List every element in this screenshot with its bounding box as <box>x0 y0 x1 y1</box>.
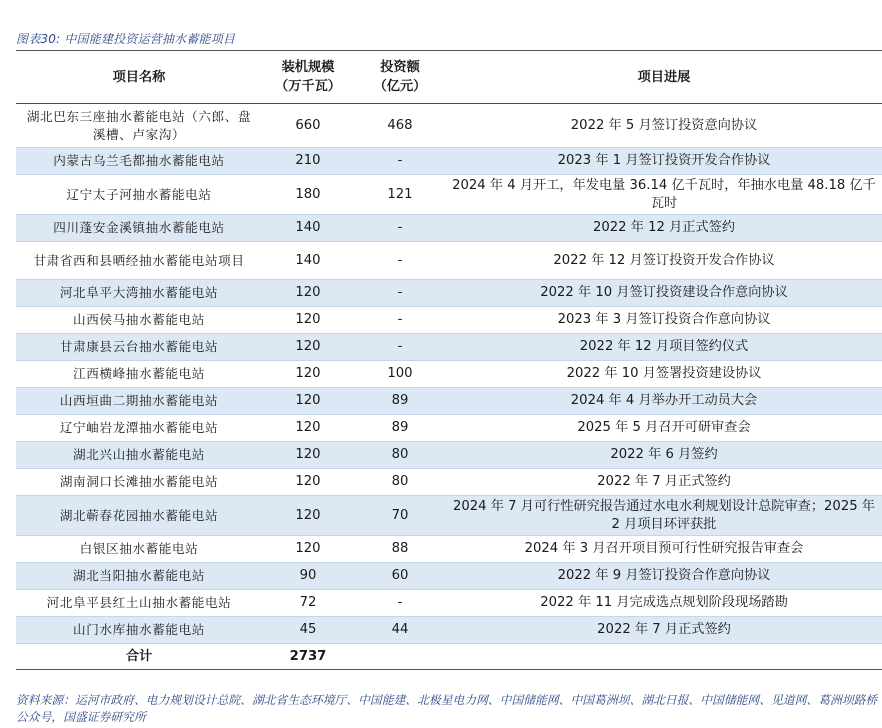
cell-name: 白银区抽水蓄能电站 <box>16 536 262 563</box>
header-investment-unit: （亿元） <box>373 79 427 94</box>
cell-investment: 44 <box>354 617 446 644</box>
cell-progress: 2022 年 12 月签订投资开发合作协议 <box>446 242 882 280</box>
table-row <box>16 334 882 361</box>
cell-investment: 60 <box>354 563 446 590</box>
cell-investment: 80 <box>354 442 446 469</box>
header-investment-line1: 投资额 <box>380 60 420 75</box>
cell-capacity: 120 <box>262 442 354 469</box>
cell-capacity: 120 <box>262 469 354 496</box>
cell-investment: - <box>354 215 446 242</box>
cell-investment: 88 <box>354 536 446 563</box>
cell-investment: 100 <box>354 361 446 388</box>
table-row <box>16 148 882 175</box>
table-row <box>16 590 882 617</box>
table-header-row <box>16 51 882 104</box>
header-project-name: 项目名称 <box>16 51 262 104</box>
cell-investment: 89 <box>354 415 446 442</box>
cell-investment: 89 <box>354 388 446 415</box>
cell-progress: 2024 年 4 月开工，年发电量 36.14 亿千瓦时，年抽水电量 48.18 亿千瓦时 <box>446 175 882 215</box>
cell-name: 甘肃省西和县晒经抽水蓄能电站项目 <box>16 242 262 280</box>
cell-progress: 2023 年 1 月签订投资开发合作协议 <box>446 148 882 175</box>
table-row <box>16 307 882 334</box>
cell-name: 湖北当阳抽水蓄能电站 <box>16 563 262 590</box>
cell-progress: 2022 年 10 月签订投资建设合作意向协议 <box>446 280 882 307</box>
cell-investment: - <box>354 280 446 307</box>
table-row <box>16 442 882 469</box>
table-row <box>16 496 882 536</box>
table-row <box>16 415 882 442</box>
cell-progress: 2022 年 10 月签署投资建设协议 <box>446 361 882 388</box>
cell-investment: 121 <box>354 175 446 215</box>
cell-name: 河北阜平县红土山抽水蓄能电站 <box>16 590 262 617</box>
cell-capacity: 120 <box>262 415 354 442</box>
cell-progress: 2025 年 5 月召开可研审查会 <box>446 415 882 442</box>
total-row <box>16 644 882 670</box>
cell-progress: 2024 年 3 月召开项目预可行性研究报告审查会 <box>446 536 882 563</box>
cell-investment: - <box>354 307 446 334</box>
cell-capacity: 180 <box>262 175 354 215</box>
header-progress: 项目进展 <box>446 51 882 104</box>
cell-name: 内蒙古乌兰毛都抽水蓄能电站 <box>16 148 262 175</box>
cell-progress: 2023 年 3 月签订投资合作意向协议 <box>446 307 882 334</box>
cell-name: 湖北兴山抽水蓄能电站 <box>16 442 262 469</box>
cell-capacity: 120 <box>262 361 354 388</box>
cell-investment: - <box>354 590 446 617</box>
cell-name: 山门水库抽水蓄能电站 <box>16 617 262 644</box>
table-row <box>16 242 882 280</box>
cell-name: 四川蓬安金溪镇抽水蓄能电站 <box>16 215 262 242</box>
cell-capacity: 140 <box>262 242 354 280</box>
cell-investment: 70 <box>354 496 446 536</box>
cell-capacity: 45 <box>262 617 354 644</box>
table-row <box>16 280 882 307</box>
table-row <box>16 215 882 242</box>
cell-investment: 468 <box>354 104 446 148</box>
cell-name: 河北阜平大湾抽水蓄能电站 <box>16 280 262 307</box>
table-row <box>16 361 882 388</box>
cell-name: 辽宁岫岩龙潭抽水蓄能电站 <box>16 415 262 442</box>
cell-capacity: 120 <box>262 334 354 361</box>
cell-progress: 2022 年 12 月正式签约 <box>446 215 882 242</box>
total-investment <box>354 644 446 670</box>
cell-progress: 2022 年 7 月正式签约 <box>446 469 882 496</box>
cell-progress: 2024 年 4 月举办开工动员大会 <box>446 388 882 415</box>
table-row <box>16 563 882 590</box>
header-capacity-line1: 装机规模 <box>281 60 335 75</box>
cell-name: 甘肃康县云台抽水蓄能电站 <box>16 334 262 361</box>
cell-capacity: 90 <box>262 563 354 590</box>
cell-investment: 80 <box>354 469 446 496</box>
cell-capacity: 120 <box>262 536 354 563</box>
total-progress <box>446 644 882 670</box>
cell-investment: - <box>354 242 446 280</box>
cell-progress: 2022 年 12 月项目签约仪式 <box>446 334 882 361</box>
cell-name: 山西侯马抽水蓄能电站 <box>16 307 262 334</box>
cell-capacity: 72 <box>262 590 354 617</box>
table-row <box>16 104 882 148</box>
header-investment <box>354 51 446 104</box>
table-row <box>16 388 882 415</box>
total-label: 合计 <box>16 644 262 670</box>
cell-capacity: 120 <box>262 388 354 415</box>
table-row <box>16 536 882 563</box>
table-row <box>16 469 882 496</box>
cell-capacity: 120 <box>262 280 354 307</box>
figure-caption: 图表30: 中国能建投资运营抽水蓄能项目 <box>16 32 236 46</box>
cell-progress: 2022 年 7 月正式签约 <box>446 617 882 644</box>
table-row <box>16 175 882 215</box>
cell-capacity: 660 <box>262 104 354 148</box>
cell-progress: 2024 年 7 月可行性研究报告通过水电水利规划设计总院审查；2025 年 2 月项目环评获批 <box>446 496 882 536</box>
projects-table <box>16 50 882 670</box>
cell-name: 湖北蕲春花园抽水蓄能电站 <box>16 496 262 536</box>
cell-investment: - <box>354 334 446 361</box>
cell-capacity: 120 <box>262 307 354 334</box>
header-capacity <box>262 51 354 104</box>
source-note: 资料来源：运河市政府、电力规划设计总院、湖北省生态环境厅、中国能建、北极星电力网、中国储能网、中国葛洲坝、湖北日报、中国储能网、见道网、葛洲坝路桥公众号，国盛证券研究所 <box>16 693 878 724</box>
cell-progress: 2022 年 9 月签订投资合作意向协议 <box>446 563 882 590</box>
cell-investment: - <box>354 148 446 175</box>
cell-progress: 2022 年 6 月签约 <box>446 442 882 469</box>
total-capacity: 2737 <box>262 644 354 670</box>
table-row <box>16 617 882 644</box>
cell-capacity: 210 <box>262 148 354 175</box>
cell-capacity: 120 <box>262 496 354 536</box>
table-body <box>16 104 882 670</box>
cell-progress: 2022 年 11 月完成选点规划阶段现场踏勘 <box>446 590 882 617</box>
cell-name: 辽宁太子河抽水蓄能电站 <box>16 175 262 215</box>
cell-name: 江西横峰抽水蓄能电站 <box>16 361 262 388</box>
cell-capacity: 140 <box>262 215 354 242</box>
header-capacity-unit: （万千瓦） <box>275 79 341 94</box>
cell-progress: 2022 年 5 月签订投资意向协议 <box>446 104 882 148</box>
cell-name: 山西垣曲二期抽水蓄能电站 <box>16 388 262 415</box>
cell-name: 湖南洞口长滩抽水蓄能电站 <box>16 469 262 496</box>
cell-name: 湖北巴东三座抽水蓄能电站（六郎、盘溪槽、卢家沟） <box>16 104 262 148</box>
